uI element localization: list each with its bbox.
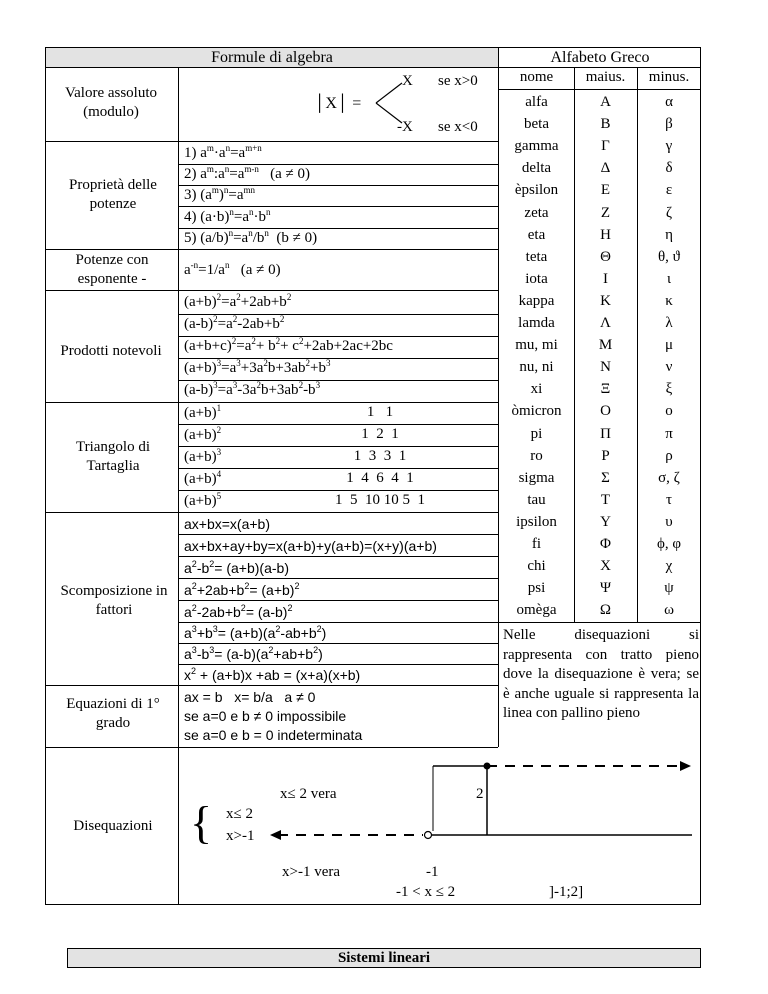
col-nome: nome [519,69,554,85]
greek-upper: Θ [600,248,611,265]
greek-lower: η [665,226,673,243]
greek-upper: Ω [599,602,612,619]
greek-lower: ϕ, φ [656,536,682,552]
greek-row [499,556,701,577]
greek-name: chi [527,558,546,575]
abs-top-value: X [402,73,413,89]
greek-upper: Σ [601,469,610,486]
greek-row [499,225,701,246]
greek-name: ro [530,447,543,464]
factor-1: ax+bx=x(a+b) [184,516,270,532]
greek-upper: Ζ [600,204,611,221]
greek-name: psi [527,580,546,597]
label-factoring: Scomposizione in fattori [60,583,168,618]
product-3: $(a+b+c)^2=a^2+ b^2+ c^2+2ab+2ac+2bc$ [184,336,393,354]
greek-upper: Μ [598,337,613,354]
greek-name: kappa [518,292,555,309]
product-1: $(a+b)^2=a^2+2ab+b^2$ [184,292,292,310]
inequality-note: Nelle disequazioni si rappresenta con tratto pieno dove la disequazione è vera; se è anche uguale si rappresenta la linea con pallino pieno [503,627,699,721]
label-inequalities: Disequazioni [73,818,153,834]
greek-lower: ι [666,270,672,287]
greek-lower: ψ [664,580,674,597]
greek-upper: Γ [601,138,610,155]
factor-7: $a^3-b^3= (a-b)(a^2+ab+b^2)$ [184,645,323,662]
greek-upper: Ψ [599,580,612,597]
greek-header: Alfabeto Greco [550,49,650,66]
tartaglia-coeffs-2: 1 2 1 [361,426,399,442]
tartaglia-coeffs-3: 1 3 3 1 [353,448,407,464]
greek-upper: Υ [600,513,611,530]
system-ineq-2: x>-1 [226,828,255,844]
greek-row [499,180,701,201]
greek-row [499,401,701,422]
system-brace: { [190,797,213,848]
tartaglia-power-4: $(a+b)^4$ [184,469,222,487]
system-ineq-1: x≤ 2 [226,806,253,822]
factor-3: $a^2-b^2= (a+b)(a-b)$ [184,559,289,576]
greek-row [499,291,701,312]
greek-lower: ρ [665,447,673,464]
greek-name: lamda [518,315,555,331]
greek-upper: Χ [600,558,611,575]
greek-name: beta [524,116,549,133]
product-2: $(a-b)^2=a^2-2ab+b^2$ [184,314,285,332]
solution-text: -1 < x ≤ 2 [396,884,456,900]
tartaglia-coeffs-5: 1 5 10 10 5 1 [335,492,425,508]
greek-row [499,92,701,113]
factor-6: $a^3+b^3= (a+b)(a^2-ab+b^2)$ [184,624,327,641]
greek-name: xi [530,381,543,398]
greek-lower: ν [665,359,673,376]
greek-upper: Η [600,226,611,243]
tartaglia-power-1: $(a+b)^1$ [184,403,222,421]
greek-upper: Ρ [601,447,610,464]
tartaglia-coeffs-1: 1 1 [366,404,394,420]
greek-lower: π [665,425,673,442]
first-degree-3: se a=0 e b = 0 indeterminata [184,727,363,743]
greek-lower: τ [665,491,673,508]
inequality-diagram [178,748,701,905]
greek-name: eta [527,226,546,243]
first-degree-2: se a=0 e b ≠ 0 impossibile [184,708,347,724]
label-powers: Proprietà delle potenze [69,177,157,212]
greek-upper: Β [600,116,611,133]
label-neg-exp: Potenze con esponente - [75,252,149,287]
greek-row [499,335,701,356]
greek-name: delta [521,160,552,177]
greek-row [499,446,701,467]
greek-row [499,578,701,599]
factor-8: $x^2 + (a+b)x +ab = (x+a)(x+b)$ [184,666,361,683]
greek-upper: Ι [603,270,608,287]
tartaglia-power-2: $(a+b)^2$ [184,425,222,443]
greek-name: òmicron [511,403,562,420]
greek-name: alfa [525,94,548,110]
greek-lower: γ [665,138,673,155]
neg-exp-formula: $a^{-n}=1/a^n$ (a ≠ 0) [184,260,281,278]
greek-columns [499,67,701,88]
product-4: $(a+b)^3=a^3+3a^2b+3ab^2+b^3$ [184,358,331,376]
greek-name: gamma [514,138,559,155]
greek-upper: Φ [600,536,611,552]
greek-upper: Α [600,94,611,110]
factor-2: ax+bx+ay+by=x(a+b)+y(a+b)=(x+y)(a+b) [184,538,437,554]
greek-lower: σ, ζ [658,469,680,486]
greek-lower: ω [664,602,674,619]
tick-label-2: 2 [476,786,484,802]
footer-bar: Sistemi lineari [67,948,701,968]
greek-lower: θ, ϑ [657,248,681,265]
label-abs: Valore assoluto (modulo) [64,85,158,120]
abs-lhs: │X│ = [314,95,362,112]
greek-lower: β [665,116,673,133]
greek-row [499,313,701,334]
power-rule-3: 3) $(a^m)^n=a^{mn}$ [184,185,256,203]
abs-bottom-value: -X [397,119,413,135]
tick-label-minus1: -1 [426,864,439,880]
power-rule-4: 4) $(a\cdot b)^n=a^n\cdot b^n$ [184,207,271,225]
col-maius: maius. [585,69,626,85]
greek-upper: Κ [600,292,611,309]
greek-name: nu, ni [519,359,554,376]
tartaglia-power-3: $(a+b)^3$ [184,447,222,465]
greek-lower: μ [664,337,674,354]
label-vera-1: x≤ 2 vera [280,786,337,802]
factor-4: $a^2+2ab+b^2= (a+b)^2$ [184,581,300,598]
greek-name: tau [527,491,546,508]
product-5: $(a-b)^3=a^3-3a^2b+3ab^2-b^3$ [184,380,321,398]
greek-row [499,357,701,378]
greek-lower: α [665,94,673,110]
greek-upper: Π [600,425,611,442]
greek-name: omèga [516,602,557,619]
greek-lower: κ [665,292,673,309]
greek-row [499,269,701,290]
tartaglia-power-5: $(a+b)^5$ [184,491,222,509]
greek-row [499,534,701,555]
greek-lower: ο [665,403,673,420]
greek-lower: λ [665,315,673,331]
greek-name: teta [525,248,548,265]
greek-name: iota [525,270,548,287]
first-degree-1: ax = b x= b/a a ≠ 0 [184,689,316,705]
formulas-header: Formule di algebra [211,49,333,66]
power-rule-2: 2) $a^m:a^n=a^{m-n}$ (a ≠ 0) [184,164,311,182]
greek-upper: Λ [600,315,611,331]
label-tartaglia: Triangolo di Tartaglia [75,439,151,474]
col-minus: minus. [648,69,690,85]
greek-name: fi [531,536,542,552]
greek-row [499,247,701,268]
greek-row [499,158,701,179]
greek-name: sigma [518,469,555,486]
label-products: Prodotti notevoli [60,343,162,359]
greek-name: pi [530,425,543,442]
greek-upper: Ο [600,403,611,420]
greek-name: zeta [524,204,549,221]
greek-lower: ζ [665,204,673,221]
greek-row [499,114,701,135]
tartaglia-coeffs-4: 1 4 6 4 1 [346,470,414,486]
power-rule-5: 5) $(a/b)^n=a^n/b^n$ (b ≠ 0) [184,228,318,246]
abs-top-cond: se x>0 [438,73,478,89]
greek-name: mu, mi [515,337,558,354]
label-first-degree: Equazioni di 1° grado [66,696,160,731]
greek-row [499,600,701,621]
greek-upper: Ε [600,182,611,199]
greek-name: èpsilon [514,182,559,199]
solution-interval: ]-1;2] [549,884,584,900]
abs-bottom-cond: se x<0 [438,119,478,135]
greek-row [499,203,701,224]
greek-upper: Τ [600,491,611,508]
greek-lower: χ [665,558,673,575]
greek-row [499,379,701,400]
greek-row [499,490,701,511]
greek-lower: ε [665,182,673,199]
power-rule-1: 1) $a^m\cdot a^n=a^{m+n}$ [184,143,262,161]
greek-row [499,512,701,533]
factor-5: $a^2-2ab+b^2= (a-b)^2$ [184,603,293,620]
greek-upper: Ξ [600,381,611,398]
greek-lower: υ [665,513,673,530]
label-vera-2: x>-1 vera [282,864,341,880]
greek-upper: Ν [600,359,611,376]
greek-name: ipsilon [516,513,557,530]
greek-lower: δ [665,160,673,177]
greek-row [499,468,701,489]
greek-upper: Δ [600,160,611,177]
greek-lower: ξ [665,381,673,398]
greek-row [499,424,701,445]
greek-row [499,136,701,157]
